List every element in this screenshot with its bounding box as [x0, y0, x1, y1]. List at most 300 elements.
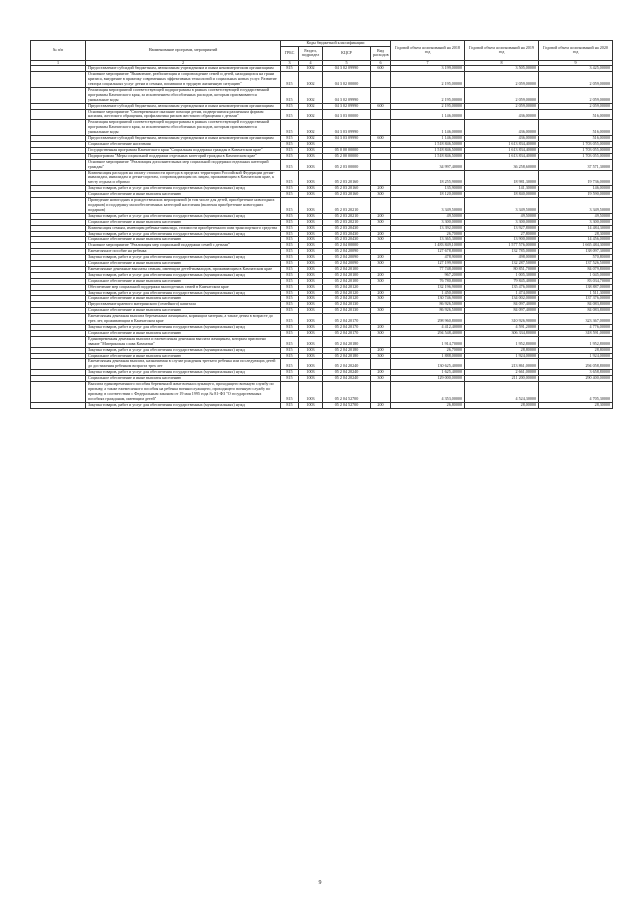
- table-row: [31, 72, 613, 88]
- row-name-cell: Закупка товаров, работ и услуг для обеспечения государственных (муниципальных) нужд: [86, 290, 281, 296]
- row-2018-cell: 478,90000: [391, 255, 465, 261]
- row-2020-cell: 3 658,80000: [539, 370, 613, 376]
- row-2018-cell: 86 926,50000: [391, 302, 465, 308]
- row-vr-cell: 300: [371, 308, 391, 314]
- row-2020-cell: 37 571,30000: [539, 159, 613, 170]
- row-razdel-cell: 1002: [299, 66, 323, 72]
- row-2018-cell: 294 548,40000: [391, 330, 465, 336]
- row-number-cell: [31, 359, 86, 370]
- row-2019-cell: 18 840,00000: [465, 192, 539, 198]
- row-2020-cell: 138 887,00000: [539, 284, 613, 290]
- row-kcsr-cell: 04 3 02 09990: [323, 103, 371, 109]
- row-kcsr-cell: 04 3 03 00000: [323, 109, 371, 120]
- row-kcsr-cell: 05 2 04 20130: [323, 302, 371, 308]
- row-grbs-cell: 815: [281, 347, 299, 353]
- row-2020-cell: 1 952,80000: [539, 336, 613, 347]
- page-number: 9: [318, 880, 322, 886]
- row-grbs-cell: 815: [281, 198, 299, 214]
- row-number-cell: [31, 109, 86, 120]
- header-codes-group: Коды бюджетной классификации: [281, 41, 391, 47]
- row-kcsr-cell: 05 2 03 20430: [323, 225, 371, 231]
- row-2019-cell: 132 287,50000: [465, 261, 539, 267]
- row-kcsr-cell: 05 2 04 00000: [323, 243, 371, 249]
- row-razdel-cell: 1003: [299, 243, 323, 249]
- row-number-cell: [31, 72, 86, 88]
- row-grbs-cell: 815: [281, 296, 299, 302]
- row-2019-cell: 135 476,00000: [465, 284, 539, 290]
- row-vr-cell: 600: [371, 103, 391, 109]
- row-razdel-cell: 1002: [299, 120, 323, 136]
- row-kcsr-cell: 05 2 03 20210: [323, 213, 371, 219]
- row-kcsr-cell: 05 2 04 20180: [323, 347, 371, 353]
- header-name: Наименование программ, мероприятий: [86, 41, 281, 61]
- table-header: [31, 41, 613, 66]
- row-2019-cell: 310 926,90000: [465, 314, 539, 325]
- row-name-cell: Социальное обеспечение и иные выплаты населению: [86, 353, 281, 359]
- row-kcsr-cell: 05 2 04 20180: [323, 336, 371, 347]
- row-2020-cell: 516,00000: [539, 120, 613, 136]
- row-2018-cell: 967,20000: [391, 272, 465, 278]
- row-razdel-cell: 1003: [299, 231, 323, 237]
- row-2018-cell: 132 196,90000: [391, 284, 465, 290]
- row-2018-cell: 127 678,80000: [391, 249, 465, 255]
- table-row: [31, 109, 613, 120]
- row-2019-cell: 1 005,30000: [465, 272, 539, 278]
- row-2020-cell: 516,00000: [539, 136, 613, 142]
- header-2020: Годовой объем ассигнований на 2020 год: [539, 41, 613, 61]
- row-name-cell: Единовременная денежная выплата и ежемесячная денежная выплата женщинам, которым присвоено звание "Материнская слава Камчатки": [86, 336, 281, 347]
- row-kcsr-cell: 05 0 00 00000: [323, 147, 371, 153]
- row-razdel-cell: 1002: [299, 72, 323, 88]
- row-kcsr-cell: 05 2 04 20120: [323, 290, 371, 296]
- row-name-cell: Закупка товаров, работ и услуг для обеспечения государственных (муниципальных) нужд: [86, 325, 281, 331]
- row-2018-cell: 4 412,40000: [391, 325, 465, 331]
- row-name-cell: Ежемесячная денежная выплата беременным женщинам, кормящим матерям, а также детям в возрасте до трех лет, проживающим в Камчатском крае: [86, 314, 281, 325]
- table-row: [31, 402, 613, 408]
- row-2019-cell: 84 097,40000: [465, 308, 539, 314]
- row-2018-cell: 86 926,50000: [391, 308, 465, 314]
- row-razdel-cell: 1003: [299, 376, 323, 382]
- row-vr-cell: 200: [371, 290, 391, 296]
- row-2019-cell: 1 613 834,40000: [465, 153, 539, 159]
- row-vr-cell: [371, 359, 391, 370]
- row-2018-cell: 1 450,00000: [391, 290, 465, 296]
- row-2019-cell: 211 200,00000: [465, 376, 539, 382]
- row-2018-cell: 2 195,00000: [391, 72, 465, 88]
- row-kcsr-cell: 05 2 03 20430: [323, 237, 371, 243]
- row-2020-cell: 84 083,80000: [539, 302, 613, 308]
- row-2020-cell: 19 590,00000: [539, 192, 613, 198]
- row-vr-cell: [371, 109, 391, 120]
- row-name-cell: Социальное обеспечение и иные выплаты населению: [86, 237, 281, 243]
- row-razdel-cell: 1003: [299, 353, 323, 359]
- table-row: [31, 159, 613, 170]
- column-index: 9: [539, 60, 613, 65]
- row-name-cell: Социальное обеспечение и иные выплаты населению: [86, 219, 281, 225]
- header-2018: Годовой объем ассигнований на 2018 год: [391, 41, 465, 61]
- row-razdel-cell: 1003: [299, 402, 323, 408]
- row-2019-cell: 84 097,40000: [465, 302, 539, 308]
- row-2018-cell: 127 199,90000: [391, 261, 465, 267]
- row-2020-cell: 3 300,00000: [539, 219, 613, 225]
- row-name-cell: Компенсация расходов на оплату стоимости проезда в пределах территории Российской Федерации детям-инвалидам, инвалидам и детям-сиротам, сопровождающим их лицам, проживающим в Камчатском крае, к месту отдыха и обратно: [86, 170, 281, 186]
- row-grbs-cell: 815: [281, 243, 299, 249]
- row-grbs-cell: 815: [281, 336, 299, 347]
- row-name-cell: Предоставление краевого материнского (семейного) капитала: [86, 302, 281, 308]
- row-kcsr-cell: 05 2 04 52700: [323, 402, 371, 408]
- table-row: [31, 198, 613, 214]
- row-2019-cell: 436,00000: [465, 136, 539, 142]
- row-2020-cell: 1 045,00000: [539, 272, 613, 278]
- row-name-cell: Предоставление субсидий бюджетным, автономным учреждениям и иным некоммерческим организациям: [86, 136, 281, 142]
- row-grbs-cell: 815: [281, 147, 299, 153]
- row-kcsr-cell: 05 2 04 20090: [323, 255, 371, 261]
- row-razdel-cell: 1002: [299, 109, 323, 120]
- row-razdel-cell: 1003: [299, 249, 323, 255]
- row-2018-cell: 26,70000: [391, 231, 465, 237]
- row-2020-cell: 49,50000: [539, 213, 613, 219]
- row-kcsr-cell: 05 2 04 20240: [323, 376, 371, 382]
- row-razdel-cell: 1003: [299, 278, 323, 284]
- row-kcsr-cell: 05 2 04 20100: [323, 272, 371, 278]
- row-number-cell: [31, 336, 86, 347]
- row-vr-cell: 300: [371, 219, 391, 225]
- header-kcsr: КЦСР: [323, 46, 371, 60]
- row-2018-cell: 77 748,00000: [391, 266, 465, 272]
- column-index: 3: [281, 60, 299, 65]
- row-grbs-cell: 815: [281, 290, 299, 296]
- row-razdel-cell: 1003: [299, 261, 323, 267]
- row-2020-cell: 4 776,00000: [539, 325, 613, 331]
- row-grbs-cell: 815: [281, 72, 299, 88]
- row-2020-cell: 137 526,50000: [539, 261, 613, 267]
- table-row: [31, 314, 613, 325]
- row-2019-cell: 2 059,00000: [465, 72, 539, 88]
- row-razdel-cell: 1003: [299, 296, 323, 302]
- row-2020-cell: 4 705,30000: [539, 382, 613, 403]
- row-name-cell: Социальное обеспечение и иные выплаты населению: [86, 261, 281, 267]
- row-name-cell: Закупка товаров, работ и услуг для обеспечения государственных (муниципальных) нужд: [86, 186, 281, 192]
- row-2019-cell: 36 258,60000: [465, 159, 539, 170]
- row-2018-cell: 18 255,90000: [391, 170, 465, 186]
- row-name-cell: Закупка товаров, работ и услуг для обеспечения государственных (муниципальных) нужд: [86, 272, 281, 278]
- row-2020-cell: 138 097,30000: [539, 249, 613, 255]
- row-number-cell: [31, 198, 86, 214]
- row-razdel-cell: 1003: [299, 359, 323, 370]
- row-grbs-cell: 815: [281, 302, 299, 308]
- row-2018-cell: 26,70000: [391, 347, 465, 353]
- row-vr-cell: 300: [371, 237, 391, 243]
- row-number-cell: [31, 87, 86, 103]
- row-grbs-cell: 815: [281, 219, 299, 225]
- table-row: [31, 382, 613, 403]
- row-name-cell: Социальное обеспечение населения: [86, 142, 281, 148]
- row-name-cell: Закупка товаров, работ и услуг для обеспечения государственных (муниципальных) нужд: [86, 402, 281, 408]
- row-razdel-cell: 1003: [299, 159, 323, 170]
- row-kcsr-cell: 05 2 04 20120: [323, 296, 371, 302]
- row-vr-cell: [371, 198, 391, 214]
- row-number-cell: [31, 382, 86, 403]
- row-2020-cell: 570,80000: [539, 255, 613, 261]
- row-vr-cell: 200: [371, 370, 391, 376]
- row-2019-cell: 2 661,00000: [465, 370, 539, 376]
- row-grbs-cell: 815: [281, 353, 299, 359]
- row-grbs-cell: 815: [281, 255, 299, 261]
- row-2019-cell: 498,00000: [465, 255, 539, 261]
- row-grbs-cell: 815: [281, 120, 299, 136]
- row-grbs-cell: 815: [281, 66, 299, 72]
- row-2018-cell: 1 914,70000: [391, 336, 465, 347]
- column-index: 6: [371, 60, 391, 65]
- row-razdel-cell: 1003: [299, 147, 323, 153]
- row-2020-cell: 28,30000: [539, 231, 613, 237]
- row-kcsr-cell: 05 2 03 20210: [323, 198, 371, 214]
- row-2020-cell: 84 083,80000: [539, 308, 613, 314]
- column-index: 8: [465, 60, 539, 65]
- row-2018-cell: 3 199,00000: [391, 66, 465, 72]
- row-grbs-cell: 815: [281, 87, 299, 103]
- row-2018-cell: 34 997,40000: [391, 159, 465, 170]
- row-2019-cell: 436,00000: [465, 120, 539, 136]
- row-kcsr-cell: 05 2 04 20090: [323, 249, 371, 255]
- row-name-cell: Выплата единовременного пособия беременной жене военнослужащего, проходящего военную службу по призыву, а также ежемесячного пособия на ребенка военнослужащего, проходящего военную службу по призыву, в соответствии с Федеральным законом от 19 мая 1995 года № 81-ФЗ "О государственных пособиях гражданам, имеющим детей": [86, 382, 281, 403]
- table-row: [31, 359, 613, 370]
- column-index: 2: [86, 60, 281, 65]
- row-2020-cell: 28,80000: [539, 347, 613, 353]
- row-2019-cell: 28,80000: [465, 347, 539, 353]
- row-name-cell: Основное мероприятие "Реализация мер социальной поддержки семей с детьми": [86, 243, 281, 249]
- row-name-cell: Основное мероприятие "Реализация дополнительных мер социальной поддержки отдельных категорий граждан": [86, 159, 281, 170]
- row-2019-cell: 3 505,00000: [465, 66, 539, 72]
- row-razdel-cell: 1003: [299, 330, 323, 336]
- row-name-cell: Закупка товаров, работ и услуг для обеспечения государственных (муниципальных) нужд: [86, 231, 281, 237]
- row-grbs-cell: 815: [281, 382, 299, 403]
- row-2018-cell: 26,80000: [391, 402, 465, 408]
- row-grbs-cell: 815: [281, 159, 299, 170]
- row-grbs-cell: 815: [281, 376, 299, 382]
- row-name-cell: Ежемесячное пособие на ребенка: [86, 249, 281, 255]
- row-2019-cell: 1 952,80000: [465, 336, 539, 347]
- row-2018-cell: 1 518 846,50000: [391, 153, 465, 159]
- row-razdel-cell: 1003: [299, 142, 323, 148]
- row-razdel-cell: 1003: [299, 153, 323, 159]
- row-razdel-cell: 1003: [299, 290, 323, 296]
- row-grbs-cell: 815: [281, 402, 299, 408]
- row-grbs-cell: 815: [281, 225, 299, 231]
- row-2019-cell: 213 861,00000: [465, 359, 539, 370]
- row-vr-cell: [371, 159, 391, 170]
- row-grbs-cell: 815: [281, 370, 299, 376]
- row-kcsr-cell: 05 2 03 20210: [323, 219, 371, 225]
- row-kcsr-cell: 05 2 04 20180: [323, 353, 371, 359]
- row-2020-cell: 516,00000: [539, 109, 613, 120]
- row-2020-cell: 19 736,00000: [539, 170, 613, 186]
- budget-table: [30, 40, 613, 409]
- row-name-cell: Реализация мероприятий соответствующей подпрограммы в рамках соответствующей государственной программы Камчатского края, за исключением обособленных расходов, которым присваиваются уникальные коды: [86, 87, 281, 103]
- row-grbs-cell: 815: [281, 109, 299, 120]
- column-index: 5: [323, 60, 371, 65]
- row-2020-cell: 1 924,00000: [539, 353, 613, 359]
- row-razdel-cell: 1003: [299, 382, 323, 403]
- row-razdel-cell: 1003: [299, 314, 323, 325]
- row-2019-cell: 1 613 834,40000: [465, 142, 539, 148]
- row-razdel-cell: 1003: [299, 255, 323, 261]
- row-kcsr-cell: 05 2 04 52700: [323, 382, 371, 403]
- row-2019-cell: 134 002,00000: [465, 296, 539, 302]
- row-vr-cell: 200: [371, 347, 391, 353]
- row-number-cell: [31, 402, 86, 408]
- row-2020-cell: 1 703 055,00000: [539, 142, 613, 148]
- row-2020-cell: 83 034,70000: [539, 278, 613, 284]
- row-vr-cell: 200: [371, 402, 391, 408]
- row-razdel-cell: 1003: [299, 186, 323, 192]
- row-grbs-cell: 815: [281, 186, 299, 192]
- row-razdel-cell: 1003: [299, 266, 323, 272]
- row-vr-cell: 300: [371, 261, 391, 267]
- row-name-cell: Закупка товаров, работ и услуг для обеспечения государственных (муниципальных) нужд: [86, 255, 281, 261]
- row-2019-cell: 18 981,30000: [465, 170, 539, 186]
- row-2019-cell: 141,30000: [465, 186, 539, 192]
- row-2018-cell: 129 000,00000: [391, 376, 465, 382]
- row-vr-cell: 300: [371, 330, 391, 336]
- row-name-cell: Государственная программа Камчатского края "Социальная поддержка граждан в Камчатском крае": [86, 147, 281, 153]
- row-2018-cell: 298 960,80000: [391, 314, 465, 325]
- row-number-cell: [31, 314, 86, 325]
- row-2018-cell: 49,50000: [391, 213, 465, 219]
- row-2019-cell: 3 300,00000: [465, 219, 539, 225]
- row-2019-cell: 13 900,00000: [465, 237, 539, 243]
- row-2018-cell: 1 483 849,10000: [391, 243, 465, 249]
- row-2019-cell: 4 524,30000: [465, 382, 539, 403]
- row-name-cell: Социальное обеспечение и иные выплаты населению: [86, 296, 281, 302]
- row-2019-cell: 13 927,80000: [465, 225, 539, 231]
- header-2019: Годовой объем ассигнований на 2019 год: [465, 41, 539, 61]
- row-2019-cell: 1 924,00000: [465, 353, 539, 359]
- row-kcsr-cell: 04 3 02 09990: [323, 66, 371, 72]
- row-name-cell: Компенсация семьям, имеющим ребенка-инвалида, стоимости приобретенного ими транспортного средства: [86, 225, 281, 231]
- row-grbs-cell: 815: [281, 325, 299, 331]
- row-grbs-cell: 815: [281, 237, 299, 243]
- row-vr-cell: 200: [371, 255, 391, 261]
- row-2020-cell: 1 665 484,30000: [539, 243, 613, 249]
- row-vr-cell: [371, 382, 391, 403]
- row-2018-cell: 1 518 846,50000: [391, 147, 465, 153]
- row-grbs-cell: 815: [281, 170, 299, 186]
- header-razdel: Раздел, подраздел: [299, 46, 323, 60]
- row-name-cell: Предоставление субсидий бюджетным, автономным учреждениям и иным некоммерческим организациям: [86, 103, 281, 109]
- row-vr-cell: [371, 170, 391, 186]
- row-grbs-cell: 815: [281, 261, 299, 267]
- row-grbs-cell: 815: [281, 272, 299, 278]
- row-vr-cell: 300: [371, 353, 391, 359]
- row-razdel-cell: 1003: [299, 302, 323, 308]
- row-2019-cell: 2 059,00000: [465, 87, 539, 103]
- row-2019-cell: 4 591,20000: [465, 325, 539, 331]
- table-row: [31, 170, 613, 186]
- row-razdel-cell: 1003: [299, 213, 323, 219]
- row-name-cell: Реализация мероприятий соответствующей подпрограммы в рамках соответствующей государственной программы Камчатского края, за исключением обособленных расходов, которым присваиваются уникальные коды: [86, 120, 281, 136]
- row-kcsr-cell: 05 2 04 20130: [323, 308, 371, 314]
- row-kcsr-cell: 05 2 04 20170: [323, 314, 371, 325]
- row-grbs-cell: 815: [281, 136, 299, 142]
- row-kcsr-cell: 05 2 04 20240: [323, 359, 371, 370]
- row-vr-cell: 600: [371, 66, 391, 72]
- row-2018-cell: 130 625,40000: [391, 359, 465, 370]
- row-grbs-cell: 815: [281, 308, 299, 314]
- row-2018-cell: 76 780,80000: [391, 278, 465, 284]
- row-vr-cell: 300: [371, 278, 391, 284]
- row-vr-cell: 200: [371, 213, 391, 219]
- row-razdel-cell: 1002: [299, 103, 323, 109]
- row-razdel-cell: 1003: [299, 192, 323, 198]
- row-name-cell: Основное мероприятие "Своевременное оказание помощи детям, подвергшимся различным формам насилия, жестокого обращения, профилактика рисков жестокого обращения с детьми": [86, 109, 281, 120]
- row-2019-cell: 306 334,80000: [465, 330, 539, 336]
- row-razdel-cell: 1003: [299, 347, 323, 353]
- row-vr-cell: [371, 87, 391, 103]
- row-2020-cell: 2 059,00000: [539, 72, 613, 88]
- row-vr-cell: 300: [371, 192, 391, 198]
- row-kcsr-cell: 04 3 02 00000: [323, 72, 371, 88]
- row-2019-cell: 132 785,00000: [465, 249, 539, 255]
- row-number-cell: [31, 120, 86, 136]
- row-2018-cell: 4 353,00000: [391, 382, 465, 403]
- row-2018-cell: 135,90000: [391, 186, 465, 192]
- row-grbs-cell: 815: [281, 153, 299, 159]
- row-grbs-cell: 815: [281, 284, 299, 290]
- header-grbs: ГРБС: [281, 46, 299, 60]
- row-2019-cell: 1 577 576,00000: [465, 243, 539, 249]
- row-razdel-cell: 1003: [299, 336, 323, 347]
- row-grbs-cell: 815: [281, 266, 299, 272]
- row-number-cell: [31, 170, 86, 186]
- row-2020-cell: 318 591,00000: [539, 330, 613, 336]
- row-2018-cell: 1 518 846,50000: [391, 142, 465, 148]
- row-vr-cell: [371, 314, 391, 325]
- row-vr-cell: 200: [371, 325, 391, 331]
- row-vr-cell: 200: [371, 231, 391, 237]
- header-number: № п/п: [31, 41, 86, 61]
- row-2018-cell: 1 146,00000: [391, 120, 465, 136]
- row-2020-cell: 28,30000: [539, 402, 613, 408]
- row-2020-cell: 290 400,00000: [539, 376, 613, 382]
- row-kcsr-cell: 05 2 04 20100: [323, 278, 371, 284]
- column-index: 4: [299, 60, 323, 65]
- row-grbs-cell: 815: [281, 249, 299, 255]
- row-2020-cell: 1 511,30000: [539, 290, 613, 296]
- row-name-cell: Обеспечение мер социальной поддержки многодетных семей в Камчатском крае: [86, 284, 281, 290]
- row-grbs-cell: 815: [281, 103, 299, 109]
- row-2018-cell: 1 625,40000: [391, 370, 465, 376]
- row-2019-cell: 436,00000: [465, 109, 539, 120]
- row-2020-cell: 3 425,00000: [539, 66, 613, 72]
- row-2019-cell: 1 613 834,40000: [465, 147, 539, 153]
- row-2019-cell: 2 059,00000: [465, 103, 539, 109]
- table-body: [31, 66, 613, 408]
- row-kcsr-cell: 05 2 04 20120: [323, 284, 371, 290]
- row-grbs-cell: 815: [281, 231, 299, 237]
- column-index: 7: [391, 60, 465, 65]
- row-name-cell: Социальное обеспечение и иные выплаты населению: [86, 376, 281, 382]
- row-2020-cell: 1 703 055,00000: [539, 153, 613, 159]
- table-row: [31, 120, 613, 136]
- row-2019-cell: 3 349,50000: [465, 198, 539, 214]
- row-kcsr-cell: 05 2 04 20090: [323, 261, 371, 267]
- row-2018-cell: 130 746,90000: [391, 296, 465, 302]
- row-name-cell: Социальное обеспечение и иные выплаты населению: [86, 278, 281, 284]
- row-kcsr-cell: 05 2 03 20430: [323, 231, 371, 237]
- row-2018-cell: 3 300,00000: [391, 219, 465, 225]
- row-razdel-cell: 1003: [299, 325, 323, 331]
